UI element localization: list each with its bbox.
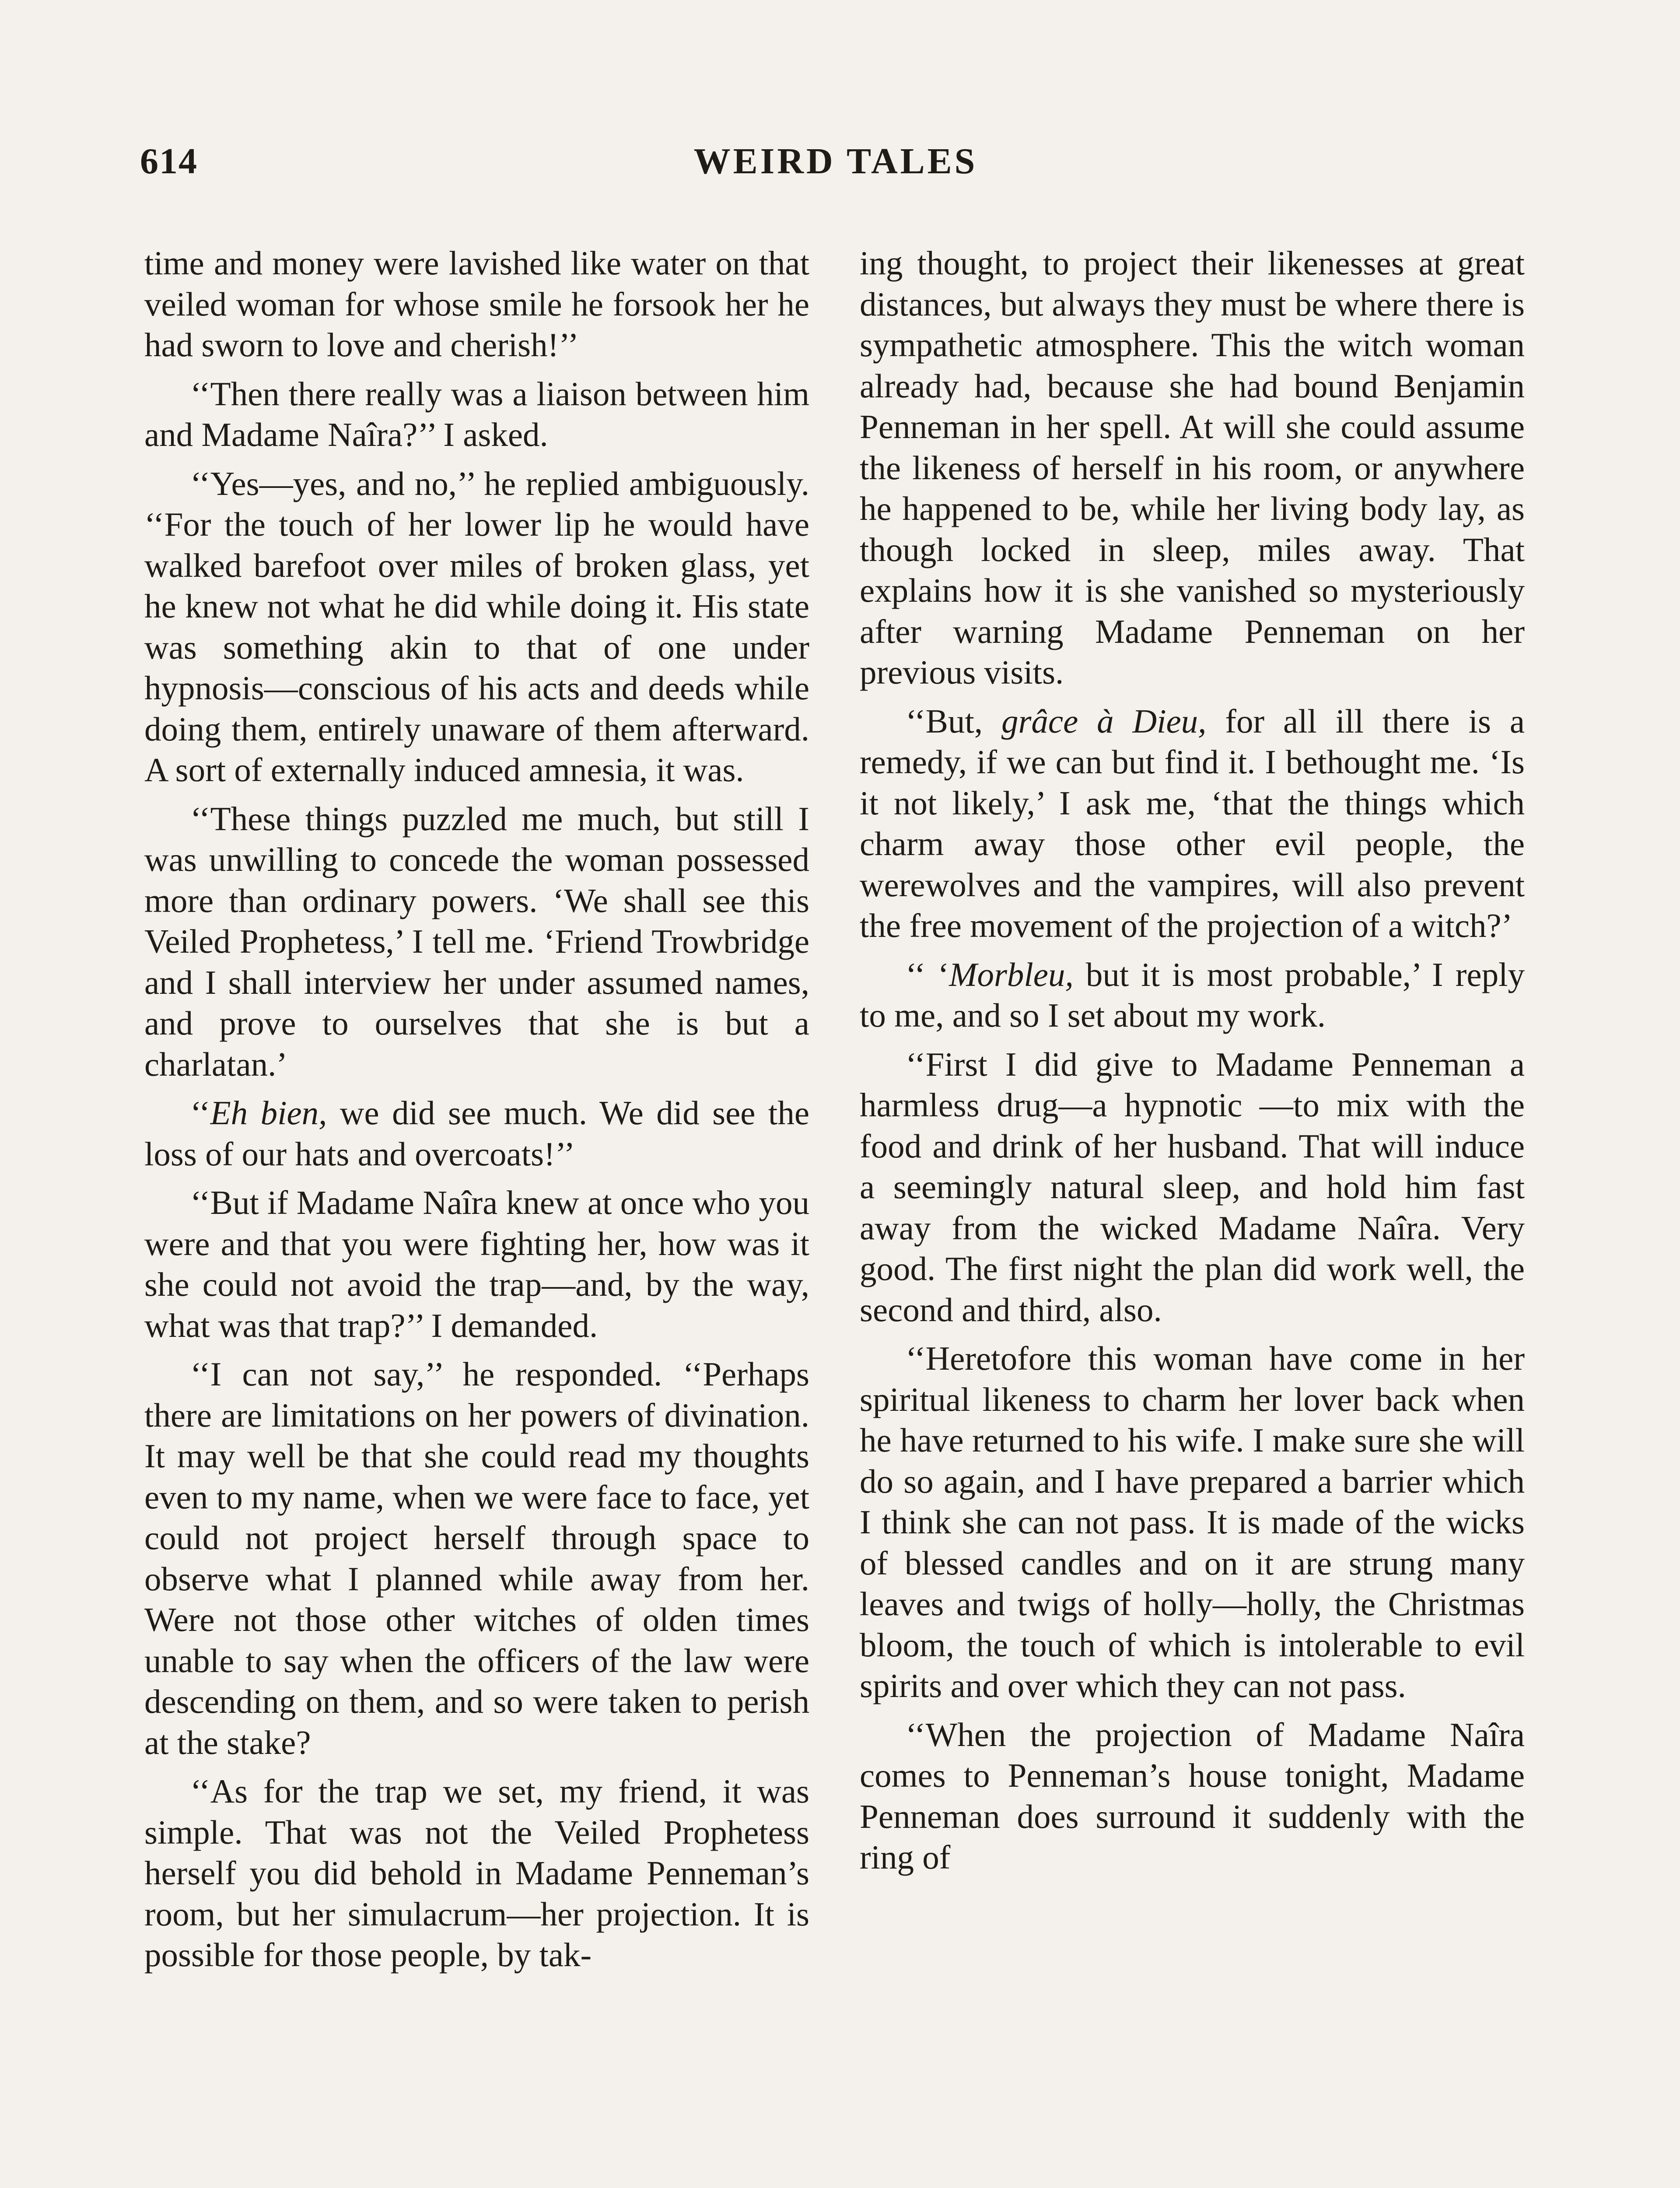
paragraph bbox=[144, 1093, 809, 1175]
paragraph-text: ‘‘As for the trap we set, my friend, it was simple. That was not the Veiled Prophetess herself you did behold in Madame Penneman’s room, but her simulacrum—her projection. It is possible for those people, by tak- bbox=[144, 1772, 809, 1974]
paragraph bbox=[144, 374, 809, 456]
paragraph bbox=[860, 1044, 1525, 1331]
paragraph-prefix: ‘‘ ‘ bbox=[906, 955, 949, 993]
paragraph-text: ‘‘Yes—yes, and no,’’ he replied ambiguously. ‘‘For the touch of her lower lip he would have walked barefoot over miles of broken glass, yet he knew not what he did while doing it. His state was something akin to that of one under hypnosis—conscious of his acts and deeds while doing them, entirely unaware of them afterward. A sort of externally induced amnesia, it was. bbox=[144, 464, 809, 789]
paragraph-text: but it is most probable,’ I reply to me, and so I set about my work. bbox=[860, 955, 1525, 1034]
paragraph-text: time and money were lavished like water on that veiled woman for whose smile he forsook her he had sworn to love and cherish!’’ bbox=[144, 244, 809, 364]
paragraph bbox=[144, 1771, 809, 1976]
paragraph-text: we did see much. We did see the loss of our hats and overcoats!’’ bbox=[144, 1094, 810, 1173]
paragraph bbox=[144, 243, 809, 366]
paragraph bbox=[860, 954, 1525, 1036]
paragraph-prefix: ‘‘But, bbox=[906, 702, 1001, 740]
paragraph-text: ‘‘Then there really was a liaison between him and Madame Naîra?’’ I asked. bbox=[144, 375, 809, 453]
paragraph-text: ‘‘I can not say,’’ he responded. ‘‘Perhaps there are limitations on her powers of divination. It may well be that she could read my thoughts even to my name, when we were face to face, yet could not project herself through space to observe what I planned while away from her. Were not those other witches of olden times unable to say when the officers of the law were descending on them, and so were taken to perish at the stake? bbox=[144, 1355, 809, 1761]
italic-phrase: Morbleu, bbox=[949, 955, 1074, 993]
paragraph-text: ‘‘But if Madame Naîra knew at once who you were and that you were fighting her, how was it she could not avoid the trap—and, by the way, what was that trap?’’ I demanded. bbox=[144, 1184, 809, 1344]
paragraph-prefix: ‘‘ bbox=[190, 1094, 210, 1132]
running-title: WEIRD TALES bbox=[693, 141, 978, 182]
page-header bbox=[140, 131, 1531, 201]
paragraph bbox=[144, 1354, 809, 1763]
paragraph-text: for all ill there is a remedy, if we can but find it. I bethought me. ‘Is it not likely,’ I ask me, ‘that the things which charm away those other evil people, the werewolves and the vampires, will also prevent the free movement of the projection of a witch?’ bbox=[860, 702, 1525, 944]
paragraph bbox=[860, 1338, 1525, 1707]
left-column bbox=[144, 243, 809, 1976]
paragraph-text: ‘‘Heretofore this woman have come in her spiritual likeness to charm her lover back when he have returned to his wife. I make sure she will do so again, and I have prepared a barrier which I think she can not pass. It is made of the wicks of blessed candles and on it are strung many leaves and twigs of holly—holly, the Christmas bloom, the touch of which is intolerable to evil spirits and over which they can not pass. bbox=[860, 1339, 1525, 1704]
page-number: 614 bbox=[140, 141, 198, 182]
paragraph bbox=[860, 243, 1525, 693]
italic-phrase: Eh bien, bbox=[210, 1094, 327, 1132]
paragraph-text: ‘‘These things puzzled me much, but still I was unwilling to concede the woman possessed more than ordinary powers. ‘We shall see this Veiled Prophetess,’ I tell me. ‘Friend Trowbridge and I shall interview her under assumed names, and prove to ourselves that she is but a charlatan.’ bbox=[144, 799, 809, 1083]
paragraph bbox=[144, 463, 809, 791]
paragraph-text: ‘‘First I did give to Madame Penneman a harmless drug—a hypnotic —to mix with the food and drink of her husband. That will induce a seemingly natural sleep, and hold him fast away from the wicked Madame Naîra. Very good. The first night the plan did work well, the second and third, also. bbox=[860, 1045, 1525, 1329]
paragraph bbox=[144, 799, 809, 1085]
paragraph-text: ‘‘When the projection of Madame Naîra comes to Penneman’s house tonight, Madame Penneman does surround it suddenly with the ring of bbox=[860, 1715, 1525, 1876]
italic-phrase: grâce à Dieu, bbox=[1001, 702, 1207, 740]
right-column bbox=[860, 243, 1525, 1878]
paragraph-text: ing thought, to project their likenesses at great distances, but always they must be where there is sympathetic atmosphere. This the witch woman already had, because she had bound Benjamin Penneman in her spell. At will she could assume the likeness of herself in his room, or anywhere he happened to be, while her living body lay, as though locked in sleep, miles away. That explains how it is she vanished so mysteriously after warning Madame Penneman on her previous visits. bbox=[860, 244, 1525, 691]
paragraph bbox=[860, 1715, 1525, 1878]
paragraph bbox=[144, 1182, 809, 1346]
paragraph bbox=[860, 701, 1525, 947]
